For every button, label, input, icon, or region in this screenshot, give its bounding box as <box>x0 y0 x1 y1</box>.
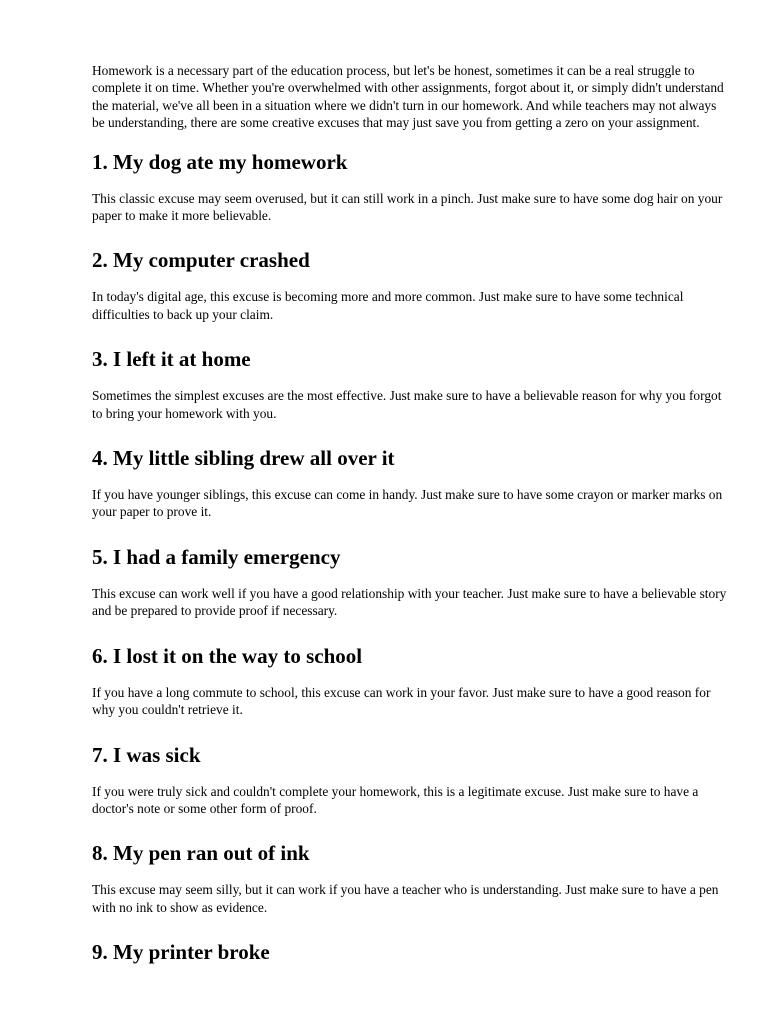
section-heading: 6. I lost it on the way to school <box>92 643 363 668</box>
section-body: Sometimes the simplest excuses are the most effective. Just make sure to have a believable reason for why you forgot to bring your homework with you. <box>92 388 722 421</box>
section-heading: 1. My dog ate my homework <box>92 149 348 174</box>
section-heading: 4. My little sibling drew all over it <box>92 446 395 471</box>
section-heading: 8. My pen ran out of ink <box>92 841 310 866</box>
section-9 <box>92 940 732 964</box>
section-body: In today's digital age, this excuse is becoming more and more common. Just make sure to have some technical difficulties to back up your claim. <box>92 289 684 322</box>
section-body: If you were truly sick and couldn't complete your homework, this is a legitimate excuse. Just make sure to have a doctor's note or some other form of proof. <box>92 783 699 816</box>
section-7 <box>92 743 732 818</box>
section-3 <box>92 347 732 422</box>
section-body: If you have a long commute to school, this excuse can work in your favor. Just make sure to have a good reason for why you couldn't retrieve it. <box>92 684 711 718</box>
section-1 <box>92 150 732 225</box>
section-4 <box>92 446 732 521</box>
section-body: If you have younger siblings, this excuse can come in handy. Just make sure to have some crayon or marker marks on your paper to prove it. <box>92 487 723 520</box>
section-heading: 9. My printer broke <box>92 940 270 965</box>
intro-paragraph: Homework is a necessary part of the education process, but let's be honest, sometimes it can be a real struggle to complete it on time. Whether you're overwhelmed with other assignments, forgot about it, or simply didn't understand the material, we've all been in a situation where we didn't turn in our homework. And while teachers may not always be understanding, there are some creative excuses that may just save you from getting a zero on your assignment. <box>92 63 724 131</box>
section-8 <box>92 841 732 916</box>
section-body: This excuse can work well if you have a good relationship with your teacher. Just make sure to have a believable story and be prepared to provide proof if necessary. <box>92 585 727 619</box>
section-5 <box>92 545 732 620</box>
section-6 <box>92 644 732 719</box>
section-heading: 5. I had a family emergency <box>92 544 341 569</box>
section-2 <box>92 248 732 323</box>
section-heading: 3. I left it at home <box>92 347 251 372</box>
section-body: This excuse may seem silly, but it can work if you have a teacher who is understanding. Just make sure to have a pen with no ink to show as evidence. <box>92 882 719 915</box>
section-heading: 7. I was sick <box>92 742 201 767</box>
section-body: This classic excuse may seem overused, but it can still work in a pinch. Just make sure to have some dog hair on your paper to make it more believable. <box>92 190 723 224</box>
document-page <box>92 62 732 964</box>
section-heading: 2. My computer crashed <box>92 248 310 273</box>
